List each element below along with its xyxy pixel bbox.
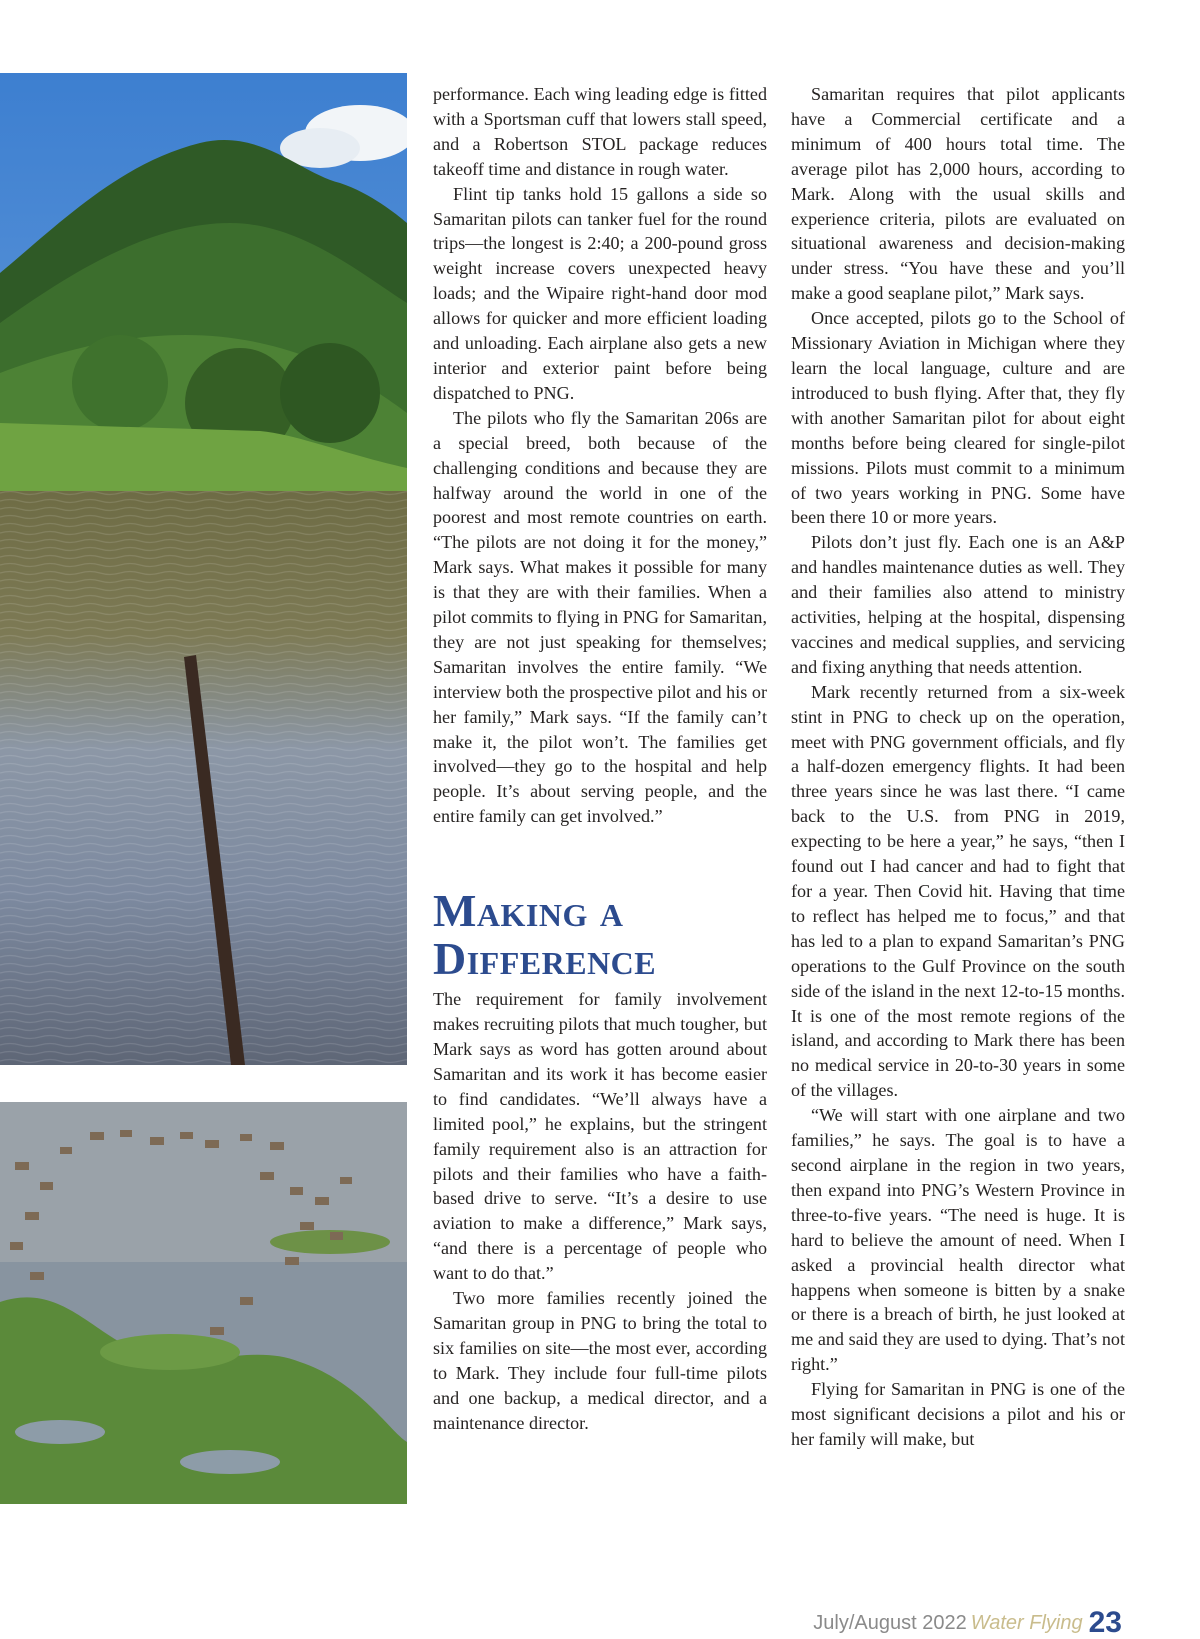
- paragraph: Samaritan requires that pilot applicants have a Commercial certificate and a minimum of 400 hours total time. The average pilot has 2,000 hours, according to Mark. Along with the usual skills and experience criteria, pilots are evaluated on situational awareness and decision-making under stress. “You have these and you’ll make a good seaplane pilot,” Mark says.: [791, 84, 1125, 304]
- issue-date: July/August 2022: [813, 1612, 967, 1634]
- paragraph: Mark recently returned from a six-week stint in PNG to check up on the operation, meet with PNG government officials, and fly a half-dozen emergency flights. It had been three years since he was last there. “I came back to the U.S. from PNG in 2019, expecting to be here a year,” he says, “then I found out I had cancer and had to fight that for a year. Then Covid hit. Having that time to reflect has helped me to focus,” and that has led to a plan to expand Samaritan’s PNG operations to the Gulf Province on the south side of the island in the next 12-to-15 months. It is one of the most remote regions of the island, and according to Mark there has been no medical service in 20-to-30 years in some of the villages.: [791, 681, 1125, 1101]
- page-number: 23: [1088, 1606, 1122, 1639]
- article-column-middle: [433, 82, 767, 1436]
- paragraph: The pilots who fly the Samaritan 206s are a special breed, both because of the challenging conditions and because they are halfway around the world in one of the poorest and most remote countries on earth. “The pilots are not doing it for the money,” Mark says. What makes it possible for many is that they are with their families. When a pilot commits to flying in PNG for Samaritan, they are not just speaking for themselves; Samaritan involves the entire family. “We interview both the prospective pilot and his or her family,” Mark says. “If the family can’t make it, the pilot won’t. The families get involved—they go to the hospital and help people. It’s about serving people, and the entire family can get involved.”: [433, 407, 767, 827]
- paragraph: “We will start with one airplane and two families,” he says. The goal is to have a second airplane in the region in two years, then expand into PNG’s Western Province in three-to-five years. “The need is huge. It is hard to believe the amount of need. When I asked a provincial health director what happens when someone is bitten by a snake or there is a breach of birth, he just looked at me and said they are used to dying. That’s not right.”: [791, 1105, 1125, 1375]
- river-photo: [0, 73, 407, 1065]
- paragraph: performance. Each wing leading edge is fitted with a Sportsman cuff that lowers stall speed, and a Robertson STOL package reduces takeoff time and distance in rough water.: [433, 84, 767, 179]
- paragraph: Pilots don’t just fly. Each one is an A&P and handles maintenance duties as well. They and their families also attend to ministry activities, helping at the hospital, dispensing vaccines and medical supplies, and servicing and fixing anything that needs attention.: [791, 532, 1125, 677]
- page-footer: [813, 1603, 1122, 1637]
- paragraph: Flint tip tanks hold 15 gallons a side so Samaritan pilots can tanker fuel for the round trips—the longest is 2:40; a 200-pound gross weight increase covers unexpected heavy loads; and the Wipaire right-hand door mod allows for quicker and more efficient loading and unloading. Each airplane also gets a new interior and exterior paint before being dispatched to PNG.: [433, 183, 767, 403]
- paragraph: Flying for Samaritan in PNG is one of the most significant decisions a pilot and his or her family will make, but: [791, 1379, 1125, 1449]
- magazine-name: Water Flying: [970, 1612, 1083, 1634]
- paragraph: Once accepted, pilots go to the School of Missionary Aviation in Michigan where they learn the local language, culture and are introduced to bush flying. After that, they fly with another Samaritan pilot for about eight months before being cleared for single-pilot missions. Pilots must commit to a minimum of two years working in PNG. Some have been there 10 or more years.: [791, 308, 1125, 528]
- article-column-right: [791, 82, 1125, 1452]
- paragraph: Two more families recently joined the Samaritan group in PNG to bring the total to six families on site—the most ever, according to Mark. They include four full-time pilots and one backup, a medical director, and a maintenance director.: [433, 1288, 767, 1433]
- section-heading: Making a Difference: [433, 885, 657, 985]
- stilt-village-photo: [0, 1102, 407, 1504]
- paragraph: The requirement for family involvement makes recruiting pilots that much tougher, but Mark says as word has gotten around about Samaritan and its work it has become easier to find candidates. “We’ll always have a limited pool,” he explains, but the stringent family requirement also is an attraction for pilots and their families who have a faith-based drive to serve. “It’s a desire to use aviation to make a difference,” Mark says, “and there is a percentage of people who want to do that.”: [433, 989, 767, 1284]
